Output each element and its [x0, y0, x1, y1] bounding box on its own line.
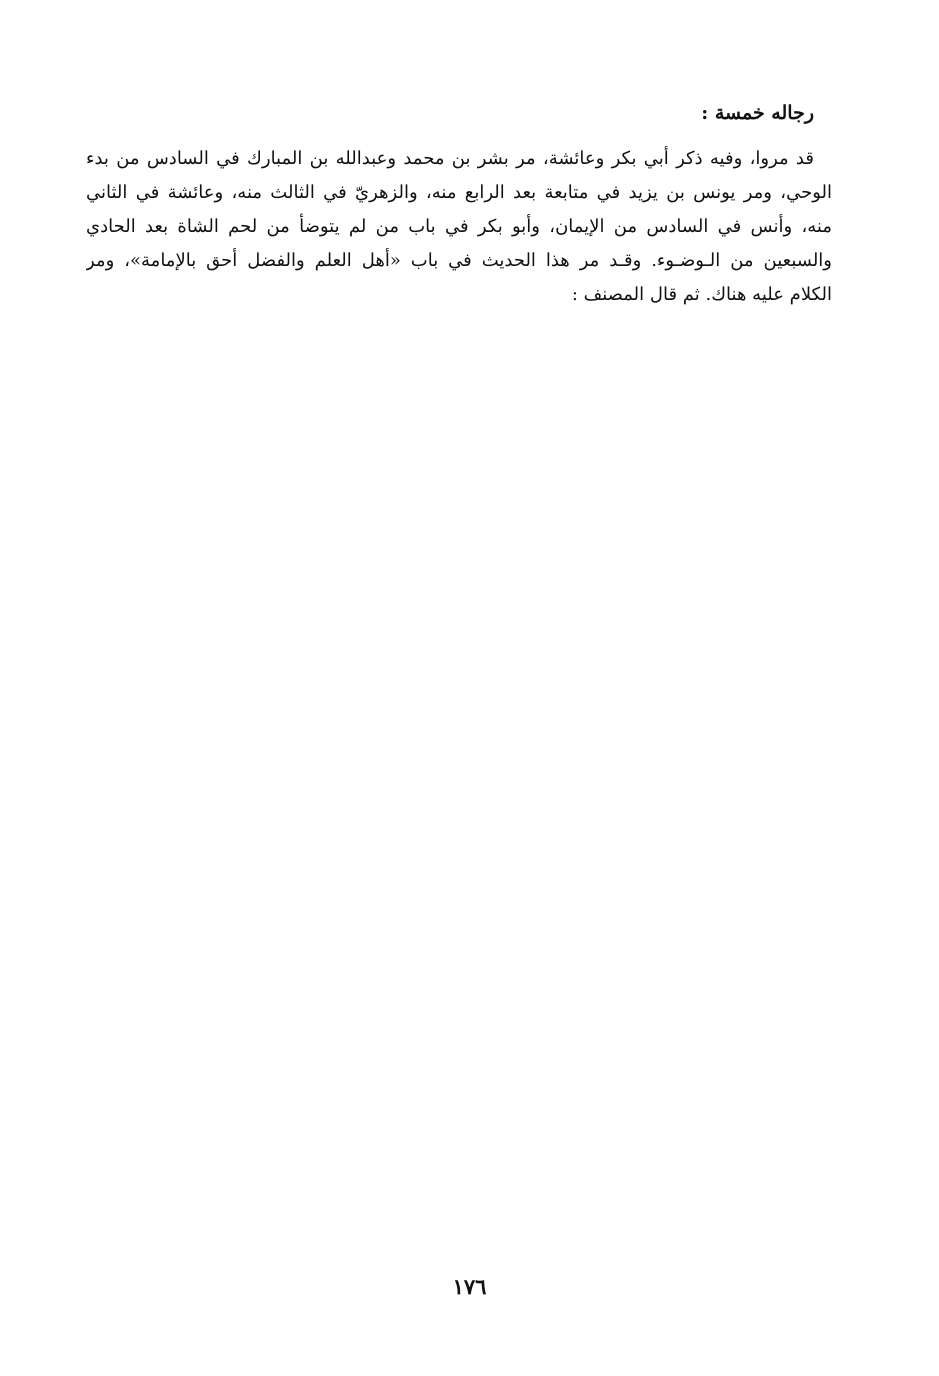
section-heading: رجاله خمسة : [701, 102, 814, 124]
paragraph-line: قد مروا، وفيه ذكر أبي بكر وعائشة، مر بشر بن محمد وعبدالله بن المبارك في السادس من بدء [86, 148, 814, 169]
body-paragraph [86, 142, 832, 312]
paragraph-line: منه، وأنس في السادس من الإيمان، وأبو بكر في باب من لم يتوضأ من لحم الشاة بعد الحادي [86, 216, 832, 237]
text-block [86, 96, 832, 312]
paragraph-line: الوحي، ومر يونس بن يزيد في متابعة بعد الرابع منه، والزهريّ في الثالث منه، وعائشة في الثاني [86, 182, 832, 203]
paragraph-line: والسبعين من الـوضـوء. وقـد مر هذا الحديث في باب «أهل العلم والفضل أحق بالإمامة»، ومر [86, 250, 832, 271]
paragraph-line: الكلام عليه هناك. ثم قال المصنف : [571, 284, 832, 305]
page-number: ١٧٦ [452, 1274, 487, 1299]
